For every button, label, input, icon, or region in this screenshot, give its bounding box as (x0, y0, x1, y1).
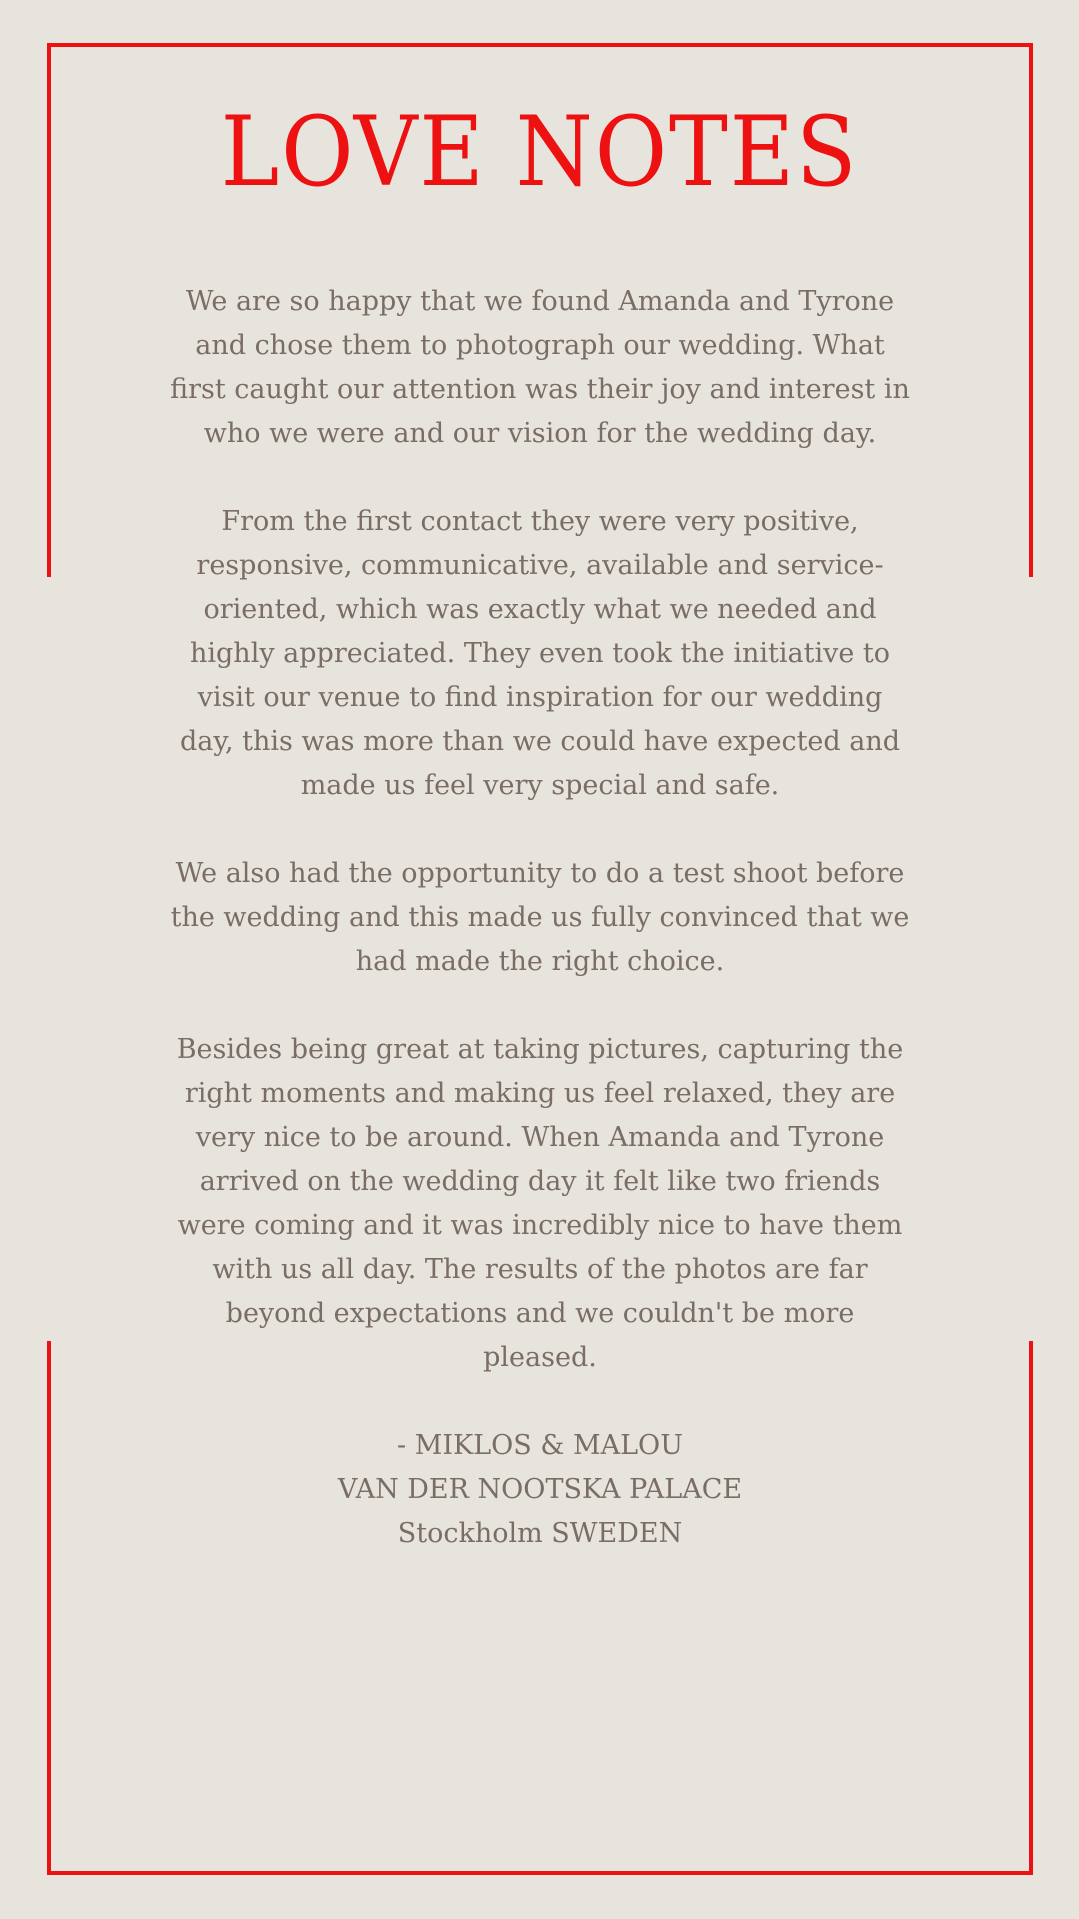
signature-block (170, 1424, 910, 1556)
signature-names: - MIKLOS & MALOU (397, 1430, 683, 1461)
signature-location: Stockholm SWEDEN (397, 1518, 683, 1549)
signature-venue: VAN DER NOOTSKA PALACE (337, 1474, 743, 1505)
testimonial-paragraph-3: We also had the opportunity to do a test shoot before the wedding and this made us fully convinced that we had made the right choice. (170, 858, 910, 977)
frame-bottom-line (47, 1871, 1033, 1875)
frame-right-lower-line (1029, 1341, 1033, 1875)
testimonial-paragraph-1: We are so happy that we found Amanda and Tyrone and chose them to photograph our wedding. What first caught our attention was their joy and interest in who we were and our vision for the wedding day. (170, 286, 910, 449)
testimonial-paragraph-4: Besides being great at taking pictures, capturing the right moments and making us feel relaxed, they are very nice to be around. When Amanda and Tyrone arrived on the wedding day it felt like two friends were coming and it was incredibly nice to have them with us all day. The results of the photos are far beyond expectations and we couldn't be more pleased. (176, 1034, 904, 1373)
frame-top-line (47, 43, 1033, 47)
testimonial-paragraph-2: From the first contact they were very positive, responsive, communicative, available and service-oriented, which was exactly what we needed and highly appreciated. They even took the initiative to visit our venue to find inspiration for our wedding day, this was more than we could have expected and made us feel very special and safe. (179, 506, 901, 801)
frame-left-lower-line (47, 1341, 51, 1875)
testimonial-body (170, 280, 910, 1556)
page-title: LOVE NOTES (220, 96, 859, 208)
